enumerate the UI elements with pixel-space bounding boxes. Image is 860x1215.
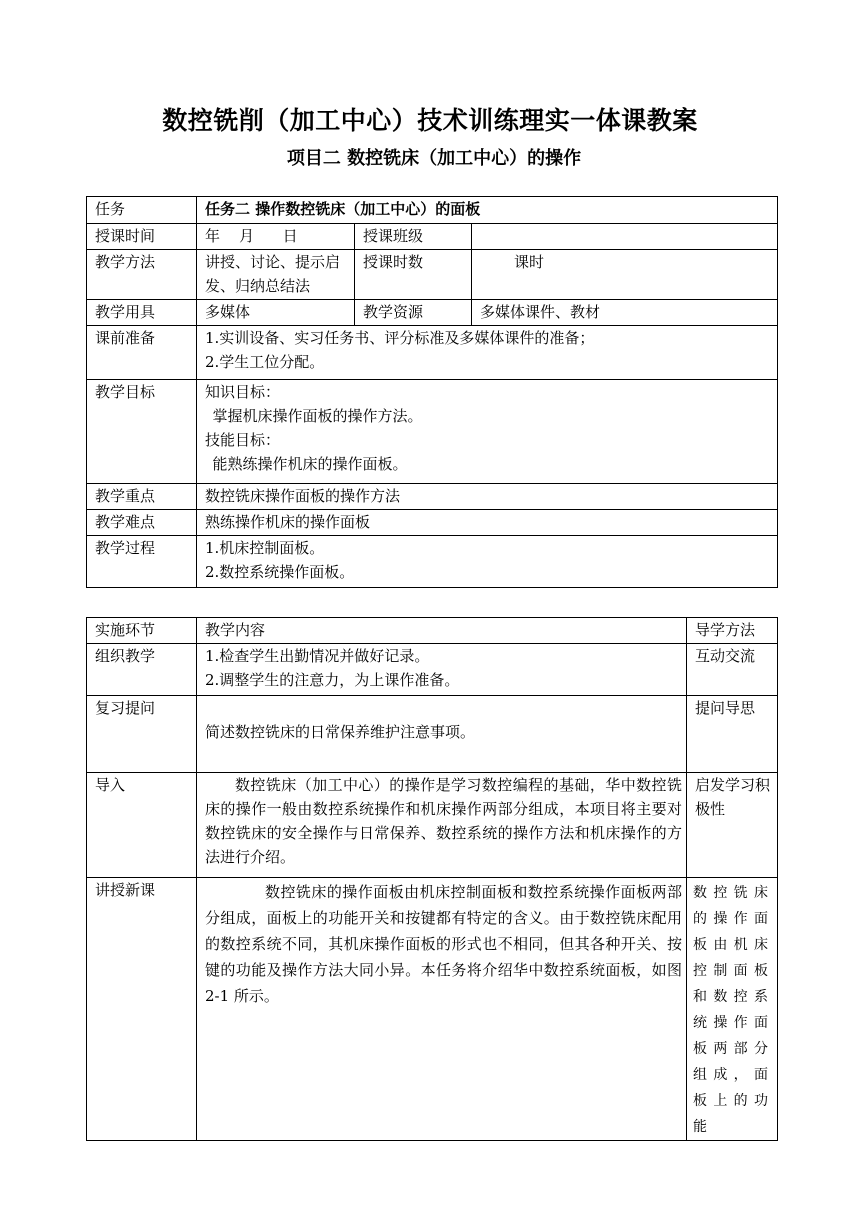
process-line: 2.数控系统操作面板。 <box>205 563 355 581</box>
prep-row <box>87 326 778 380</box>
resource-label: 教学资源 <box>355 300 472 326</box>
knowledge-goal: 掌握机床操作面板的操作方法。 <box>212 407 423 425</box>
key-label: 教学重点 <box>87 484 197 510</box>
time-label: 授课时间 <box>87 224 197 250</box>
skill-goal: 能熟练操作机床的操作面板。 <box>212 455 408 473</box>
key-value: 数控铣床操作面板的操作方法 <box>197 484 778 510</box>
review-row <box>87 696 778 773</box>
teach-stage: 讲授新课 <box>87 878 197 1141</box>
prep-label: 课前准备 <box>87 326 197 380</box>
organize-row <box>87 644 778 696</box>
tools-row <box>87 300 778 326</box>
process-row <box>87 536 778 588</box>
skill-goal-title: 技能目标： <box>205 431 281 449</box>
procedure-header-row <box>87 618 778 644</box>
process-line: 1.机床控制面板。 <box>205 539 325 557</box>
method-row <box>87 250 778 300</box>
organize-stage: 组织教学 <box>87 644 197 696</box>
organize-method: 互动交流 <box>687 644 778 696</box>
organize-line: 2.调整学生的注意力，为上课作准备。 <box>205 671 460 689</box>
procedure-table <box>86 617 778 1141</box>
stage-header: 实施环节 <box>87 618 197 644</box>
process-label: 教学过程 <box>87 536 197 588</box>
project-subtitle: 项目二 数控铣床（加工中心）的操作 <box>286 148 582 169</box>
intro-content: 数控铣床（加工中心）的操作是学习数控编程的基础，华中数控铣床的操作一般由数控系统操作和机床操作两部分组成，本项目将主要对数控铣床的安全操作与日常保养、数控系统的操作方法和机床操作的方法进行介绍。 <box>197 773 687 878</box>
knowledge-goal-title: 知识目标： <box>205 383 281 401</box>
time-row <box>87 224 778 250</box>
process-content <box>197 536 778 588</box>
key-row <box>87 484 778 510</box>
review-content: 简述数控铣床的日常保养维护注意事项。 <box>197 696 687 773</box>
intro-stage: 导入 <box>87 773 197 878</box>
prep-line: 2.学生工位分配。 <box>205 353 325 371</box>
hours-label: 授课时数 <box>355 250 472 300</box>
prep-content <box>197 326 778 380</box>
task-row <box>87 197 778 224</box>
class-value <box>472 224 778 250</box>
review-method: 提问导思 <box>687 696 778 773</box>
organize-content <box>197 644 687 696</box>
task-value: 任务二 操作数控铣床（加工中心）的面板 <box>197 197 778 224</box>
time-value: 年 月 日 <box>197 224 355 250</box>
content-header: 教学内容 <box>197 618 687 644</box>
review-stage: 复习提问 <box>87 696 197 773</box>
prep-line: 1.实训设备、实习任务书、评分标准及多媒体课件的准备； <box>205 329 595 347</box>
tools-value: 多媒体 <box>197 300 355 326</box>
goal-row <box>87 380 778 484</box>
intro-row <box>87 773 778 878</box>
class-label: 授课班级 <box>355 224 472 250</box>
difficulty-value: 熟练操作机床的操作面板 <box>197 510 778 536</box>
goal-content <box>197 380 778 484</box>
method-header: 导学方法 <box>687 618 778 644</box>
tools-label: 教学用具 <box>87 300 197 326</box>
hours-value: 课时 <box>472 250 778 300</box>
task-label: 任务 <box>87 197 197 224</box>
organize-line: 1.检查学生出勤情况并做好记录。 <box>205 647 430 665</box>
teach-row <box>87 878 778 1141</box>
document-title: 数控铣削（加工中心）技术训练理实一体课教案 <box>162 106 698 135</box>
intro-method: 启发学习积极性 <box>687 773 778 878</box>
resource-value: 多媒体课件、教材 <box>472 300 778 326</box>
goal-label: 教学目标 <box>87 380 197 484</box>
method-value: 讲授、讨论、提示启发、归纳总结法 <box>197 250 355 300</box>
method-label: 教学方法 <box>87 250 197 300</box>
lesson-info-table <box>86 196 778 588</box>
difficulty-label: 教学难点 <box>87 510 197 536</box>
teach-content: 数控铣床的操作面板由机床控制面板和数控系统操作面板两部分组成，面板上的功能开关和按键都有特定的含义。由于数控铣床配用的数控系统不同，其机床操作面板的形式也不相同，但其各种开关、按键的功能及操作方法大同小异。本任务将介绍华中数控系统面板，如图 2-1 所示。 <box>197 878 687 1141</box>
difficulty-row <box>87 510 778 536</box>
teach-method: 数控铣床的操作面板由机床控制面板和数控系统操作面板两部分组成，面板上的功能 <box>687 878 778 1141</box>
